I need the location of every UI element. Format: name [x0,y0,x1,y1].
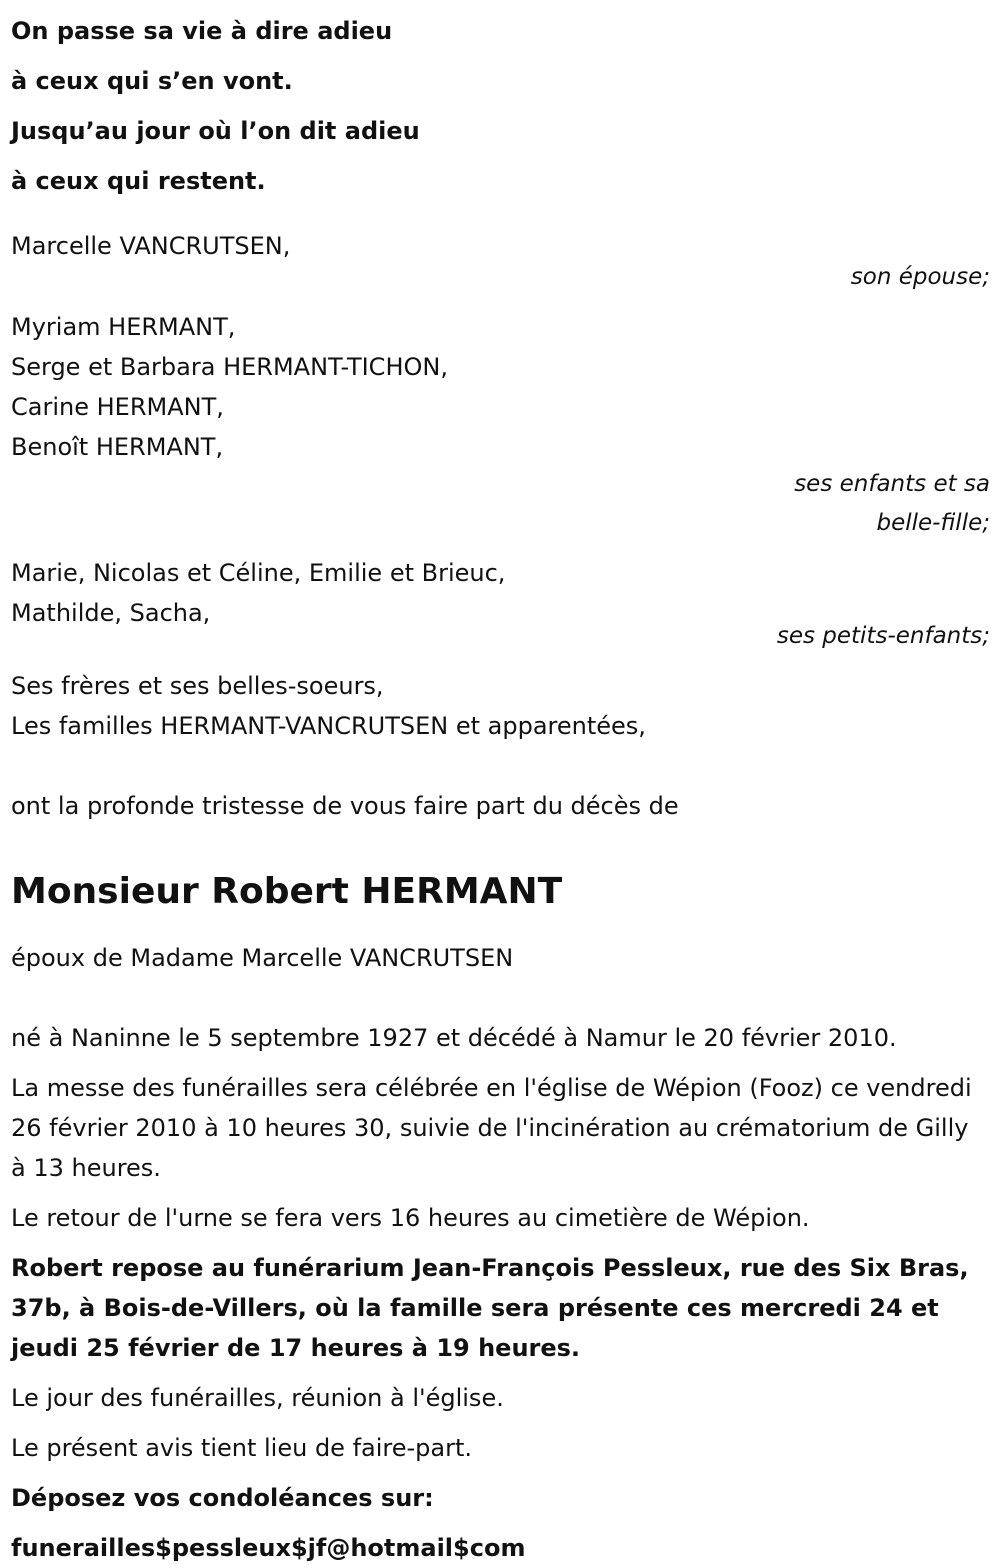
poem-line: à ceux qui s’en vont. [11,67,293,95]
children-section [11,307,990,543]
spouse-name: Marcelle VANCRUTSEN, [11,232,291,260]
poem-line: Jusqu’au jour où l’on dit adieu [11,117,420,145]
others-section [11,666,990,746]
funeral-mass: La messe des funérailles sera célébrée en l'église de Wépion (Fooz) ce vendredi 26 février 2010 à 10 heures 30, suivie de l'incinération au crématorium de Gilly à 13 heures. [11,1074,972,1182]
child-name: Serge et Barbara HERMANT-TICHON, [11,353,448,381]
opening-poem [11,0,990,206]
grandchild-name: Marie, Nicolas et Céline, Emilie et Brieuc, [11,559,506,587]
grandchild-name: Mathilde, Sacha, [11,599,211,627]
meeting-info: Le jour des funérailles, réunion à l'église. [11,1384,504,1412]
deceased-name: Monsieur Robert HERMANT [11,871,563,912]
spouse-section [11,226,990,297]
child-name: Benoît HERMANT, [11,433,224,461]
announcement: ont la profonde tristesse de vous faire part du décès de [11,792,679,820]
repose-info: Robert repose au funérarium Jean-François Pessleux, rue des Six Bras, 37b, à Bois-de-Villers, où la famille sera présente ces mercredi 24 et jeudi 25 février de 17 heures à 19 heures. [11,1254,969,1362]
condolences-label: Déposez vos condoléances sur: [11,1484,434,1512]
deceased-spouse-of: époux de Madame Marcelle VANCRUTSEN [11,944,514,972]
condolences-address[interactable]: funerailles$pessleux$jf@hotmail$com [11,1534,526,1562]
spouse-relation: son épouse; [850,264,990,290]
other-relatives: Ses frères et ses belles-soeurs, [11,672,384,700]
other-relatives: Les familles HERMANT-VANCRUTSEN et apparentées, [11,712,646,740]
urn-return: Le retour de l'urne se fera vers 16 heures au cimetière de Wépion. [11,1204,810,1232]
details-section [11,1018,990,1568]
grandchildren-section [11,553,990,656]
child-name: Carine HERMANT, [11,393,224,421]
children-relation-cont: belle-fille; [876,510,990,536]
poem-line: à ceux qui restent. [11,167,266,195]
child-name: Myriam HERMANT, [11,313,236,341]
grandchildren-relation: ses petits-enfants; [776,623,990,649]
poem-line: On passe sa vie à dire adieu [11,17,393,45]
birth-death: né à Naninne le 5 septembre 1927 et décédé à Namur le 20 février 2010. [11,1024,897,1052]
children-relation: ses enfants et sa [794,471,990,497]
notice-info: Le présent avis tient lieu de faire-part. [11,1434,473,1462]
